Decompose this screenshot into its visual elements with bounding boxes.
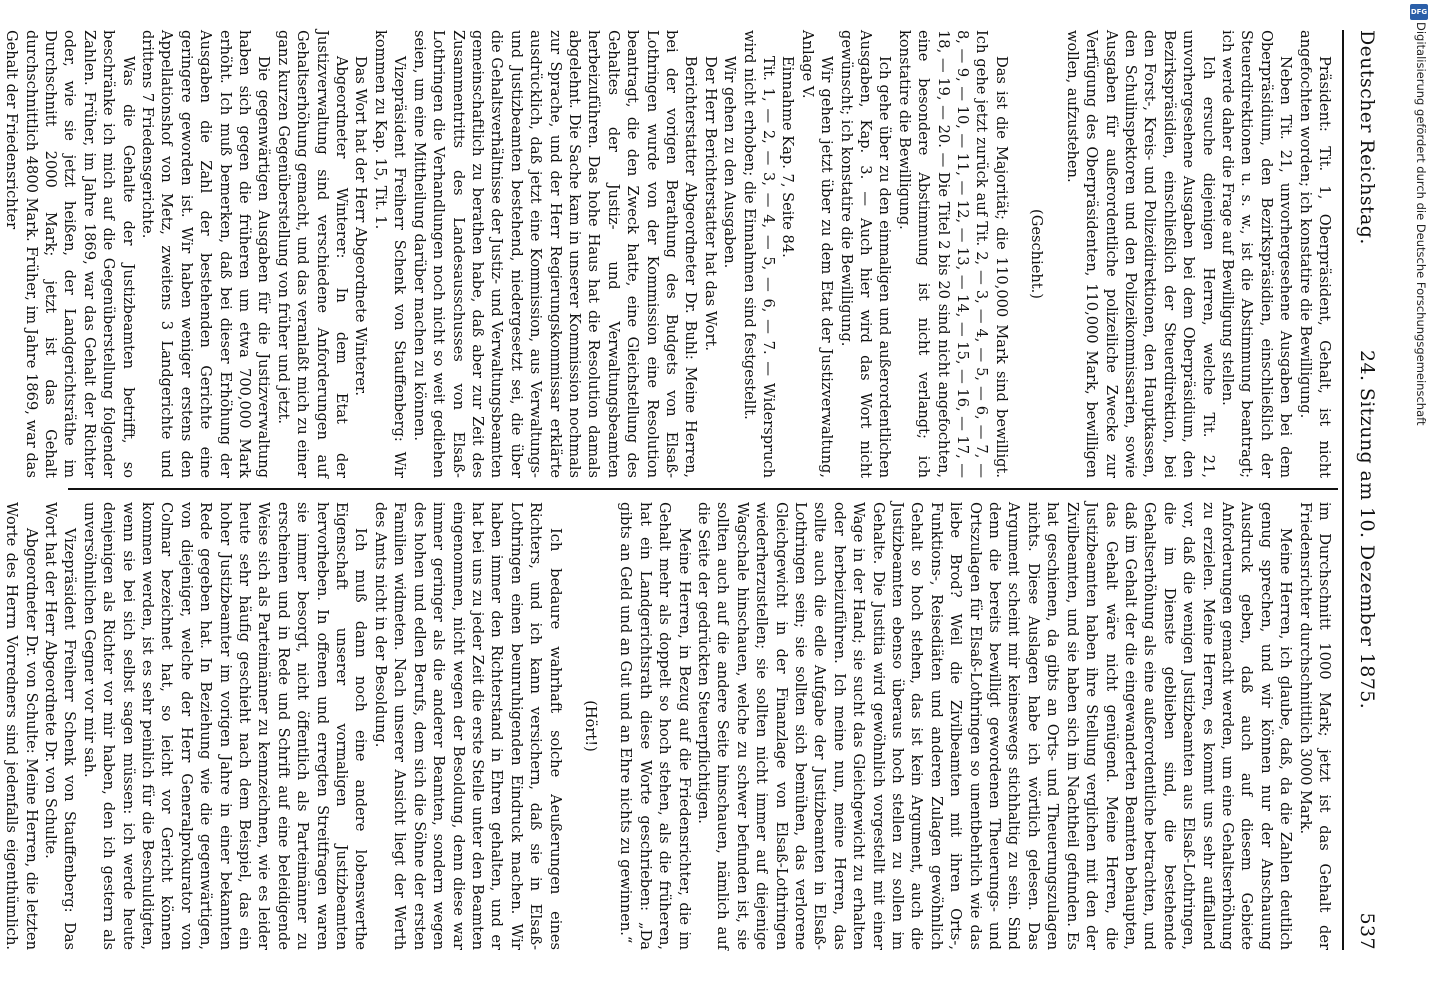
- right-column-paragraph: Meine Herren, ich glaube, daß, da die Zahlen deutlich genug sprechen, und wir können nur der Anschauung Ausdruck geben, daß auch auf diesem Gebiete Anforderungen gemacht werden, um eine Gehaltserhöhung zu erzielen. Meine Herren, es kommt uns sehr auffallend vor, daß die wenigen Justizbeamten aus Elsaß-Lothringen, die im Dienste geblieben sind, die bestehende Gehaltserhöhung als eine außerordentliche betrachten, und daß im Gehalt der die eingewanderten Beamten behaupten, das Gehalt wäre nicht genügend. Meine Herren, die Justizbeamten haben ihre Stellung verglichen mit den der Zivilbeamten, und sie haben sich im Nachtheil gefunden. Es hat geschienen, da gibts an Orts- und Theuerungszulagen nichts. Diese Auslagen habe ich wörtlich gelesen. Das Argument scheint mir keineswegs stichhaltig zu sein. Sind denn die bereits bewilligt gewordenen Theuerungs- und Ortszulagen für Elsaß-Lothringen so unentbehrlich wie das liebe Brod? Weil die Zivilbeamten mit ihren Orts-, Funktions-, Reisediäten und anderen Zulagen gewöhnlich Gehalt so hoch stehen, das ist kein Argument, auch die Justizbeamten ebenso überaus hoch stellen zu sollen im Gehalte. Die Justitia wird gewöhnlich vorgestellt mit einer Wage in der Hand; sie sucht das Gleichgewicht zu erhalten oder herbeizuführen. Ich meine nun, meine Herren, das sollte auch die edle Aufgabe der Justizbeamten in Elsaß-Lothringen sein; sie sollten sich bemühen, das verlorene Gleichgewicht in der Finanzlage von Elsaß-Lothringen wiederherzustellen; sie sollten nicht immer auf diejenige Wagschale hinschauen, welche zu schwer befunden ist, sie sollten auch auf die andere Seite hinschauen, nämlich auf die Seite der gedrückten Steuerpflichtigen.: [695, 502, 1295, 950]
- right-column-paragraph: Meine Herren, in Bezug auf die Friedensrichter, die im Gehalt mehr als doppelt so hoch stehen, als die früheren, hat ein Landgerichtsrath diese Worte geschrieben: „Da gibts an Geld und an Gut und an Ehre nichts zu gewinnen.“: [617, 502, 693, 950]
- left-column-paragraph: Das ist die Majorität; die 110,000 Mark sind bewilligt. Ich gehe jetzt zurück auf Tit. 2, — 3, — 4, — 5, — 6, — 7, — 8, — 9, — 10, — 11, — 12, — 13, — 14, — 15, — 16, — 17, — 18, — 19, — 20. — Die Titel 2 bis 20 sind nicht angefochten, eine besondere Abstimmung ist nicht verlangt; ich konstatire die Bewilligung.: [895, 30, 1010, 478]
- left-column-paragraph: Wir gehen zu den Ausgaben.: [721, 56, 739, 269]
- right-column: [3, 502, 1334, 950]
- column-divider: [68, 488, 1338, 490]
- left-column-paragraph: Abgeordneter Winterer: In dem Etat der Justizverwaltung sind verschiedene Anforderungen auf Gehaltserhöhung gemacht, und das veranlaßt mich zu einer ganz kurzen Gegenüberstellung von früher und jetzt.: [274, 30, 351, 478]
- left-column-paragraph: Das Wort hat der Herr Abgeordnete Winterer.: [352, 56, 370, 397]
- left-column-paragraph: Was die Gehalte der Justizbeamten betrifft, so beschränke ich mich auf die Gegenüberstellung folgender Zahlen. Früher, im Jahre 1869, war das Gehalt der Richter oder, wie sie jetzt heißen, der Landgerichtsräthe im Durchschnitt 2000 Mark; jetzt ist das Gehalt durchschnittlich 4800 Mark. Früher, im Jahre 1869, war das Gehalt der Friedensrichter: [3, 30, 137, 478]
- header-title: Deutscher Reichstag.: [1356, 30, 1378, 245]
- page-header: [1346, 30, 1386, 950]
- left-column-paragraph: Präsident: Tit. 1, Oberpräsident, Gehalt, ist nicht angefochten worden; ich konstatire die Bewilligung.: [1296, 30, 1333, 478]
- header-rule: [1342, 30, 1344, 950]
- left-column-paragraph: Wir gehen jetzt über zu dem Etat der Justizverwaltung, Anlage V.: [798, 30, 836, 478]
- right-column-paragraph: Ich bedaure wahrhaft solche Aeußerungen eines Richters, und ich kann versichern, daß sie in Elsaß-Lothringen einen beunruhigenden Eindruck machen. Wir haben immer den Richterstand in Ehren gehalten, und er hat bei uns zu jeder Zeit die erste Stelle unter den Beamten eingenommen, nicht wegen der Besoldung, denn diese war immer geringer als die anderer Beamten, sondern wegen des hohen und edlen Berufs, dem sich die Söhne der ersten Familien widmeten. Nach unserer Ansicht liegt der Werth des Amts nicht in der Besoldung.: [371, 502, 564, 950]
- left-column-paragraph: Ich gehe über zu den einmaligen und außerordentlichen Ausgaben, Kap. 3. — Auch hier wird das Wort nicht gewünscht; ich konstatire die Bewilligung.: [837, 30, 894, 478]
- credit-text: Digitalisierung gefördert durch die Deutsche Forschungsgemeinschaft: [1414, 22, 1428, 426]
- left-column-paragraph: Berichterstatter Abgeordneter Dr. Buhl: Meine Herren, bei der vorigen Berathung des Budgets von Elsaß-Lothringen wurde von der Kommission eine Resolution beantragt, die den Zweck hatte, eine Gleichstellung des Gehaltes der Justiz- und Verwaltungsbeamten herbeizuführen. Das hohe Haus hat die Resolution damals abgelehnt. Die Sache kam in unserer Kommission nochmals zur Sprache, und der Herr Regierungskommissar erklärte ausdrücklich, daß jetzt eine Kommission, aus Verwaltungs- und Justizbeamten bestehend, niedergesetzt sei, die über die Gehaltsverhältnisse der Justiz- und Verwaltungsbeamten gemeinschaftlich zu berathen habe, daß aber zur Zeit des Zusammentritts des Landesausschusses von Elsaß-Lothringen die Verhandlungen noch nicht so weit gediehen seien, um eine Mittheilung darüber machen zu können.: [410, 30, 700, 478]
- left-column-paragraph: Die gegenwärtigen Ausgaben für die Justizverwaltung haben sich gegen die früheren um etwa 700,000 Mark erhöht. Ich muß bemerken, daß bei dieser Erhöhung der Ausgaben die Zahl der bestehenden Gerichte eine geringere geworden ist. Wir haben weniger erstens den Appellationshof von Metz, zweitens 3 Landgerichte und drittens 7 Friedensgerichte.: [139, 30, 273, 478]
- left-column-paragraph: Neben Tit. 21, unvorhergesehene Ausgaben bei dem Oberpräsidium, den Bezirkspräsidien, einschließlich der Steuerdirektionen u. s. w., ist die Abstimmung beantragt; ich werde daher die Frage auf Bewilligung stellen.: [1218, 30, 1295, 478]
- right-column-paragraph: Vizepräsident Freiherr Schenk von Stauffenberg: Das Wort hat der Herr Abgeordnete Dr. von Schulte.: [42, 502, 79, 950]
- right-column-paragraph: Ich muß dann noch eine andere lobenswerthe Eigenschaft unserer vormaligen Justizbeamten hervorheben. In offenen und erregten Streitfragen waren sie immer besorgt, nicht öffentlich als Parteimänner zu erscheinen und in Rede und Schrift auf eine beleidigende Weise sich als Parteimänner zu kennzeichnen, wie es leider heute sehr häufig geschieht nach dem Beispiel, das ein hoher Justizbeamter im vorigen Jahre in einer bekannten Rede gegeben hat. In Beziehung wie die gegenwärtigen, von diejeniger, welche der Herr Generalprokurator von Colmar bezeichnet hat, so leicht vor Gericht können kommen werden, ist es sehr peinlich für die Beschuldigten, wenn sie bei sich selbst sagen müssen: ich werde heute denjenigen als Richter vor mir haben, den ich gestern als unversöhnlichen Gegner vor mir sah.: [80, 502, 370, 950]
- left-column-paragraph: Tit. 1, — 2, — 3, — 4, — 5, — 6, — 7. — Widerspruch wird nicht erhoben; die Einnahmen sind festgestellt.: [740, 30, 778, 478]
- right-column-paragraph: (Hört!): [581, 700, 599, 752]
- left-column-paragraph: (Geschieht.): [1028, 209, 1046, 299]
- dfg-logo: DFG: [1410, 4, 1428, 20]
- right-column-paragraph: im Durchschnitt 1000 Mark; jetzt ist das Gehalt der Friedensrichter durchschnittlich 3000 Mark.: [1296, 502, 1333, 950]
- digitization-credit: [1406, 0, 1432, 1000]
- left-column-paragraph: Ich ersuche diejenigen Herren, welche Tit. 21, unvorhergesehene Ausgaben bei dem Oberpräsidium, den Bezirkspräsidien, einschließlich der Steuerdirektion, bei den Forst-, Kreis- und Polizeidirektionen, den Hauptkassen, den Schulinspektoren und den Polizeikommissarien, sowie Ausgaben für außerordentliche polizeiliche Zwecke zur Verfügung des Oberpräsidenten, 110,000 Mark, bewilligen wollen, aufzustehen.: [1063, 30, 1217, 478]
- left-column-paragraph: Der Herr Berichterstatter hat das Wort.: [701, 56, 719, 352]
- header-page-number: 537: [1356, 912, 1378, 950]
- scanned-page: [3, 10, 1390, 970]
- header-session: 24. Sitzung am 10. Dezember 1875.: [1356, 350, 1378, 710]
- right-column-paragraph: Abgeordneter Dr. von Schulte: Meine Herren, die letzten Worte des Herrn Vorredners sind jedenfalls eigenthümlich.: [3, 502, 40, 950]
- left-column-paragraph: Vizepräsident Freiherr Schenk von Stauffenberg: Wir kommen zu Kap. 15, Tit. 1.: [371, 30, 409, 478]
- left-column-paragraph: Einnahme Kap. 7, Seite 84.: [779, 56, 797, 258]
- left-column: [3, 30, 1334, 478]
